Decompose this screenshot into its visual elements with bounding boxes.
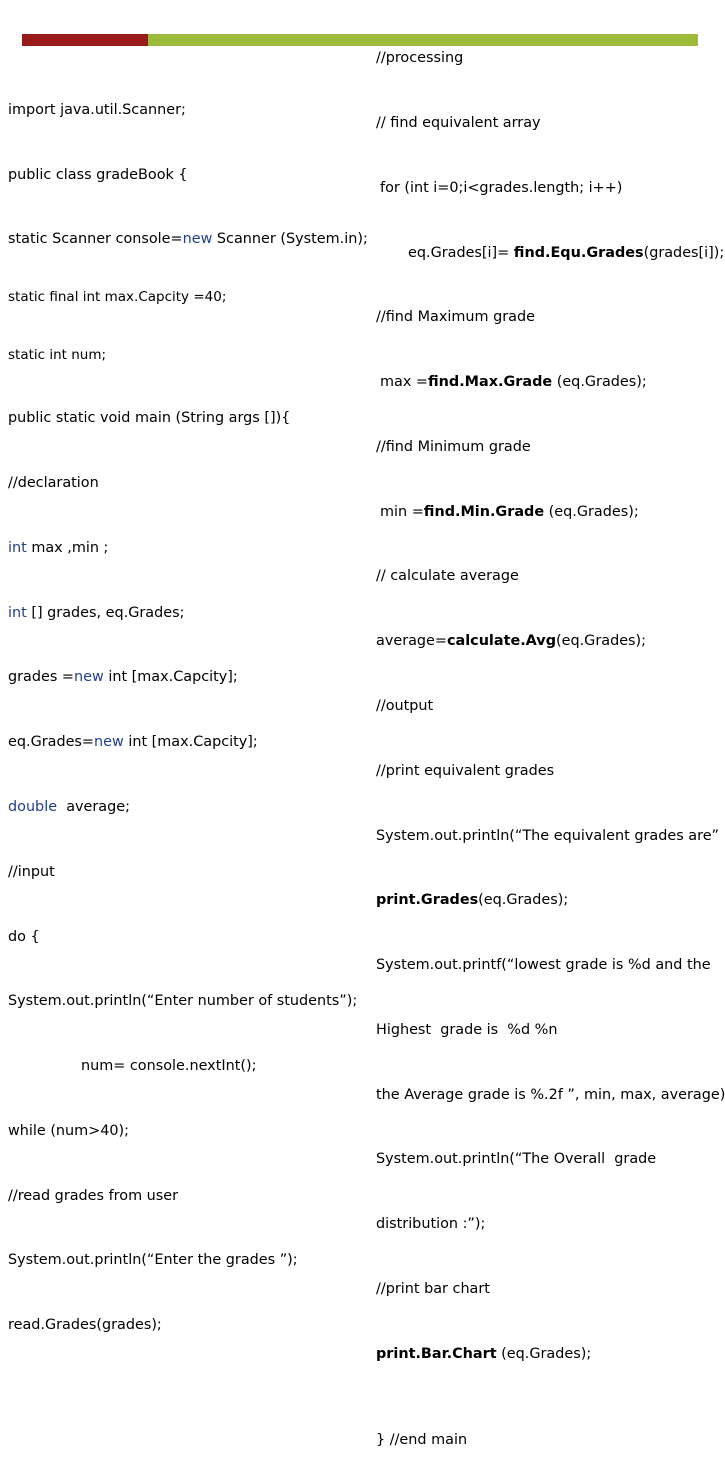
left-code-block: [8, 57, 368, 1358]
code-line: public static void main (String args []){: [8, 410, 291, 427]
code-line: // calculate average: [376, 568, 519, 585]
code-line: max =find.Max.Grade (eq.Grades);: [380, 374, 647, 391]
code-line: print.Bar.Chart (eq.Grades);: [376, 1345, 592, 1362]
code-line: // find equivalent array: [376, 114, 541, 131]
code-line: //find Minimum grade: [376, 438, 531, 455]
code-line: min =find.Min.Grade (eq.Grades);: [380, 503, 639, 520]
code-line: while (num>40);: [8, 1122, 130, 1139]
code-line: double average;: [8, 799, 130, 815]
code-line: Highest grade is %d %n: [376, 1021, 558, 1038]
code-line: System.out.println(“The equivalent grades are”: [376, 827, 720, 844]
code-line: //declaration: [8, 475, 99, 492]
code-line: eq.Grades[i]= find.Equ.Grades(grades[i]);: [408, 244, 725, 261]
code-line: the Average grade is %.2f ”, min, max, average): [376, 1086, 725, 1103]
code-line: //find Maximum grade: [376, 309, 535, 326]
right-code-block: [376, 5, 725, 1473]
code-line: static Scanner console=new Scanner (System.in);: [8, 230, 368, 247]
title-accent-bar-red: [22, 34, 148, 46]
code-line: int [] grades, eq.Grades;: [8, 604, 185, 621]
code-line: //output: [376, 698, 434, 714]
code-line: eq.Grades=new int [max.Capcity];: [8, 734, 258, 751]
code-line: for (int i=0;i<grades.length; i++): [380, 179, 623, 196]
code-line: distribution :”);: [376, 1216, 486, 1233]
code-line: num= console.nextInt();: [81, 1058, 257, 1075]
code-line: do {: [8, 928, 40, 945]
code-line: int max ,min ;: [8, 539, 109, 556]
code-line: import java.util.Scanner;: [8, 102, 186, 119]
code-line: read.Grades(grades);: [8, 1317, 162, 1334]
code-line: //print equivalent grades: [376, 762, 555, 779]
code-line: //input: [8, 863, 55, 880]
code-line: System.out.println(“Enter the grades ”);: [8, 1252, 298, 1269]
code-line: grades =new int [max.Capcity];: [8, 669, 238, 686]
code-line: //processing: [376, 50, 464, 67]
code-line: print.Grades(eq.Grades);: [376, 892, 569, 909]
code-line: //read grades from user: [8, 1187, 179, 1204]
code-line: static final int max.Capcity =40;: [8, 288, 227, 305]
code-line: System.out.println(“The Overall grade: [376, 1151, 657, 1168]
code-line: public class gradeBook {: [8, 166, 188, 183]
code-line: System.out.printf(“lowest grade is %d and the: [376, 957, 711, 974]
code-line: } //end main: [376, 1432, 468, 1449]
code-line: System.out.println(“Enter number of students”);: [8, 993, 358, 1010]
code-line: static int num;: [8, 347, 107, 364]
code-line: //print bar chart: [376, 1281, 490, 1298]
code-line: average=calculate.Avg(eq.Grades);: [376, 633, 647, 650]
